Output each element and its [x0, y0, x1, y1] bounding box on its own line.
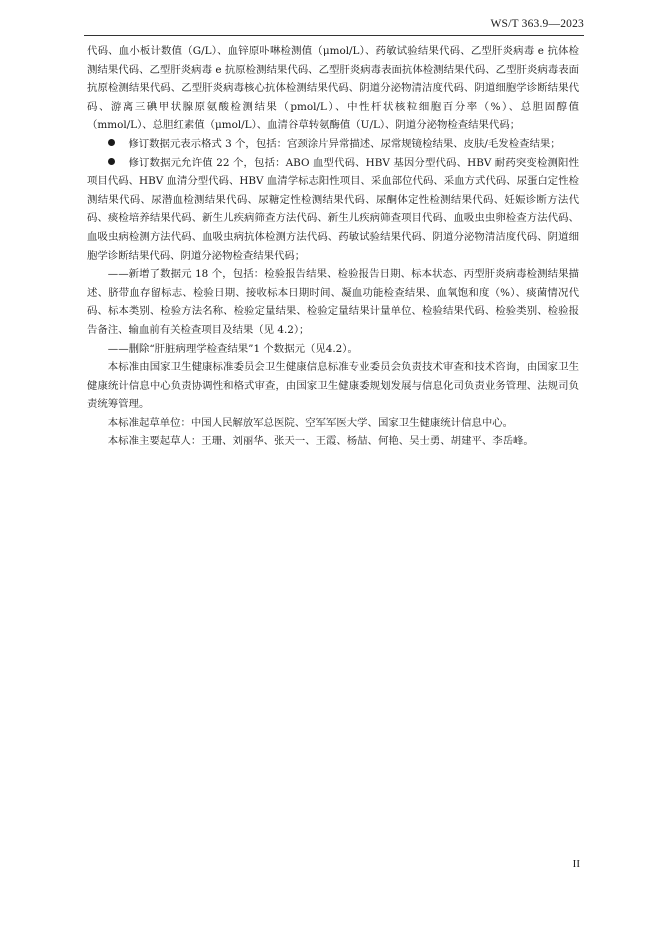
deleted-item-paragraph: ——删除“肝脏病理学检查结果”1 个数据元（见4.2）。: [107, 342, 358, 355]
header-rule: [84, 35, 584, 36]
bullet-dot-icon: [108, 158, 115, 165]
added-items-paragraph: ——新增了数据元 18 个，包括：检验报告结果、检验报告日期、标本状态、丙型肝炎病毒检测结果描述、脐带血存留标志、检验日期、接收标本日期时间、凝血功能检查结果、血氧饱和度（%）、痰菌情况代码、标本类别、检验方法名称、检验定量结果、检验定量结果计量单位、检验结果代码、检验类别、检验报告备注、输血前有关检查项目及结果（见 4.2）；: [87, 268, 579, 336]
bullet-item-allowed-values: [87, 154, 579, 266]
drafting-units-paragraph: 本标准起草单位：中国人民解放军总医院、空军军医大学、国家卫生健康统计信息中心。: [107, 416, 514, 429]
page-number: II: [572, 858, 580, 870]
bullet-dot-icon: [108, 139, 115, 146]
continuation-paragraph: 代码、血小板计数值（G/L）、血锌原卟啉检测值（μmol/L）、药敏试验结果代码、乙型肝炎病毒 e 抗体检测结果代码、乙型肝炎病毒 e 抗原检测结果代码、乙型肝炎病毒表面抗体检测结果代码、乙型肝炎病毒表面抗原检测结果代码、乙型肝炎病毒核心抗体检测结果代码、阴道分泌物清洁度代码、阴道细胞学诊断结果代码、游离三碘甲状腺原氨酸检测结果（pmol/L）、中性杆状核粒细胞百分率（%）、总胆固醇值（mmol/L）、总胆红素值（μmol/L）、血清谷草转氨酶值（U/L）、阴道分泌物检查结果代码；: [87, 45, 579, 132]
standard-code-header: WS/T 363.9—2023: [490, 18, 584, 30]
foreword-content: [87, 42, 579, 451]
bullet-text: 修订数据元允许值 22 个，包括：ABO 血型代码、HBV 基因分型代码、HBV 耐药突变检测阳性项目代码、HBV 血清分型代码、HBV 血清学标志阳性项目、采血部位代码、采血方式代码、尿蛋白定性检测结果代码、尿潜血检测结果代码、尿糖定性检测结果代码、尿酮体定性检测结果代码、妊娠诊断方法代码、痰检培养结果代码、新生儿疾病筛查方法代码、新生儿疾病筛查项目代码、血吸虫虫卵检查方法代码、血吸虫病检测方法代码、血吸虫病抗体检测方法代码、药敏试验结果代码、阴道分泌物清洁度代码、阴道细胞学诊断结果代码、阴道分泌物检查结果代码；: [87, 156, 579, 262]
bullet-text: 修订数据元表示格式 3 个，包括：宫颈涂片异常描述、尿常规镜检结果、皮肤/毛发检查结果；: [128, 137, 561, 150]
drafters-paragraph: 本标准主要起草人：王珊、刘丽华、张天一、王霞、杨喆、何艳、吴士勇、胡建平、李岳峰。: [107, 435, 534, 448]
responsibility-paragraph: 本标准由国家卫生健康标准委员会卫生健康信息标准专业委员会负责技术审查和技术咨询，由国家卫生健康统计信息中心负责协调性和格式审查，由国家卫生健康委规划发展与信息化司负责业务管理、法规司负责统筹管理。: [87, 361, 579, 411]
bullet-item-format: [87, 135, 579, 154]
